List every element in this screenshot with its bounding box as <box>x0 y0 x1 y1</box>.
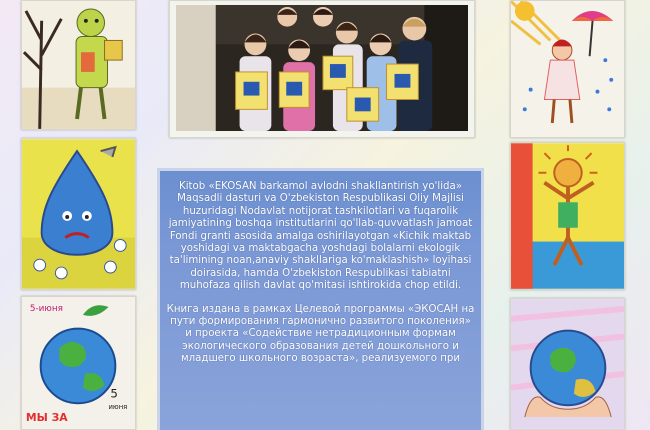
drawing-sun-figure <box>510 142 625 290</box>
drawing-blue-drop <box>21 138 136 290</box>
drawing-caption-label: МЫ ЗА <box>25 410 68 424</box>
children-photo-art <box>176 5 468 131</box>
drawing-apple-earth-art <box>22 297 135 429</box>
children-photo <box>169 0 475 138</box>
drawing-month-label: июня <box>108 403 128 412</box>
drawing-date-label: 5-июня <box>29 303 63 314</box>
publication-note-uzbek: Kitob «EKOSAN barkamol avlodni shakllantirish yo'lida» Maqsadli dasturi va O'zbekiston Respublikasi Oliy Majlisi huzuridagi Nodavlat notijorat tashkilotlari va fuqarolik jamiyatining boshqa institutlarini qo'llab-quvvatlash jamoat Fondi granti asosida amalga oshirilayotgan «Kichik maktab yoshidagi va maktabgacha yoshdagi bolalarni ekologik ta'limining noan,anaviy shakllariga ko'maklashish» loyihasi doirasida, hamda O'zbekiston Respublikasi tabiatni muhofaza qilish davlat qo'mitasi ishtirokida chop etildi. <box>168 181 473 292</box>
drawing-sun-figure-art <box>511 143 624 289</box>
drawing-girl-with-umbrella <box>510 0 625 138</box>
publication-note-panel <box>157 168 484 430</box>
drawing-blue-drop-art <box>22 139 135 289</box>
children-photo-image <box>176 5 468 131</box>
publication-note-russian: Книга издана в рамках Целевой программы «ЭКОСАН на пути формирования гармонично развитого поколения» и проекта «Содействие нетрадиционным формам экологического образования детей дошкольного и младшего школьного возраста», реализуемого при <box>166 303 475 365</box>
drawing-number-label: 5 <box>110 386 118 401</box>
drawing-apple-earth <box>21 296 136 430</box>
drawing-girl-with-tree <box>21 0 136 130</box>
drawing-girl-with-tree-art <box>22 1 135 129</box>
drawing-earth-in-hands-art <box>511 299 624 429</box>
drawing-girl-with-umbrella-art <box>511 1 624 137</box>
drawing-earth-in-hands <box>510 298 625 430</box>
